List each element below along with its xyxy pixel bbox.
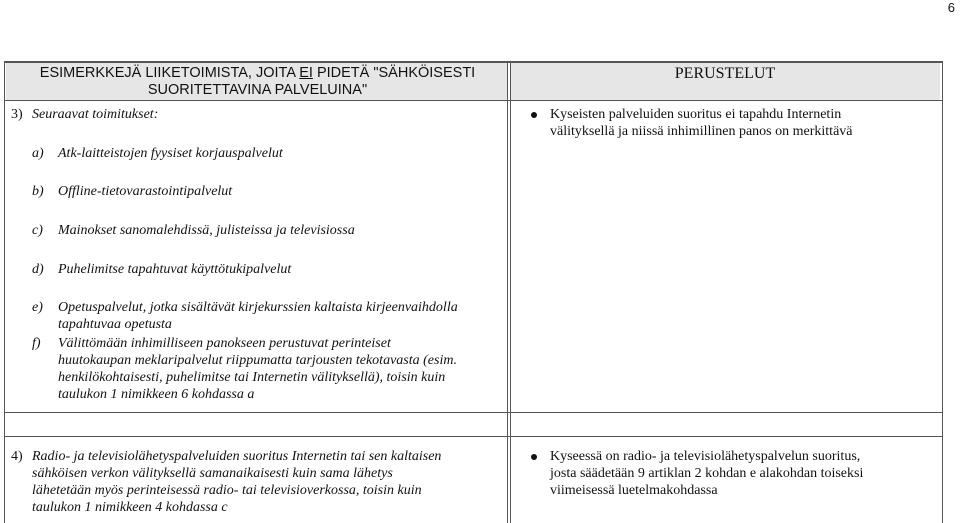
- section4-text: Radio- ja televisiolähetyspalveluiden suoritus Internetin tai sen kaltaisen sähköisen verkon välityksellä samanaikaisesti kuin sama lähetys lähetetään myös perinteisessä radio- tai televisioverkossa, toisin kuin taulukon 1 nimikkeen 4 kohdassa c: [32, 449, 442, 515]
- header-bottom-border: [4, 100, 943, 101]
- item-b-letter: b): [32, 184, 44, 199]
- table-border-right: [942, 61, 943, 523]
- bullet-icon: [531, 112, 537, 118]
- item-b-text: Offline-tietovarastointipalvelut: [58, 184, 233, 199]
- page-number: 6: [947, 0, 955, 15]
- left-header-line1: ESIMERKKEJÄ LIIKETOIMISTA, JOITA EI PIDETÄ "SÄHKÖISESTI: [39, 65, 476, 81]
- item-d-letter: d): [32, 262, 44, 277]
- item-c-text: Mainokset sanomalehdissä, julisteissa ja televisiossa: [58, 223, 355, 238]
- section-divider-bottom: [4, 436, 943, 437]
- item-d-text: Puhelimitse tapahtuvat käyttötukipalvelut: [58, 262, 292, 277]
- right-header-title: PERUSTELUT: [674, 65, 776, 82]
- item-e-letter: e): [32, 300, 43, 315]
- bullet-icon: [531, 454, 537, 460]
- column-divider-2: [510, 61, 511, 523]
- table-border-left: [4, 61, 5, 523]
- column-divider-1: [507, 61, 508, 523]
- table-border-top: [4, 61, 943, 63]
- section4-reason: Kyseessä on radio- ja televisiolähetyspalvelun suoritus, josta säädetään 9 artiklan 2 kohdan e alakohdan toiseksi viimeisessä luetelmakohdassa: [550, 449, 864, 498]
- item-a-letter: a): [32, 146, 44, 161]
- item-e-text: Opetuspalvelut, jotka sisältävät kirjekurssien kaltaista kirjeenvaihdolla tapahtuvaa opetusta: [58, 300, 458, 332]
- section-divider-top: [4, 412, 943, 413]
- section3-reason: Kyseisten palveluiden suoritus ei tapahdu Internetin välityksellä ja niissä inhimillinen panos on merkittävä: [550, 107, 853, 139]
- left-header-line2: SUORITETTAVINA PALVELUINA": [147, 82, 368, 98]
- section3-title: Seuraavat toimitukset:: [32, 107, 159, 122]
- item-c-letter: c): [32, 223, 43, 238]
- section4-number: 4): [11, 449, 23, 464]
- left-header-title: [10, 65, 505, 99]
- section3-number: 3): [11, 107, 23, 122]
- item-f-letter: f): [32, 336, 41, 351]
- item-a-text: Atk-laitteistojen fyysiset korjauspalvelut: [58, 146, 283, 161]
- item-f-text: Välittömään inhimilliseen panokseen perustuvat perinteiset huutokaupan meklaripalvelut riippumatta tarjousten tekotavasta (esim. henkilökohtaisesti, puhelimitse tai Internetin välityksellä), toisin kuin taulukon 1 nimikkeen 6 kohdassa a: [58, 336, 457, 402]
